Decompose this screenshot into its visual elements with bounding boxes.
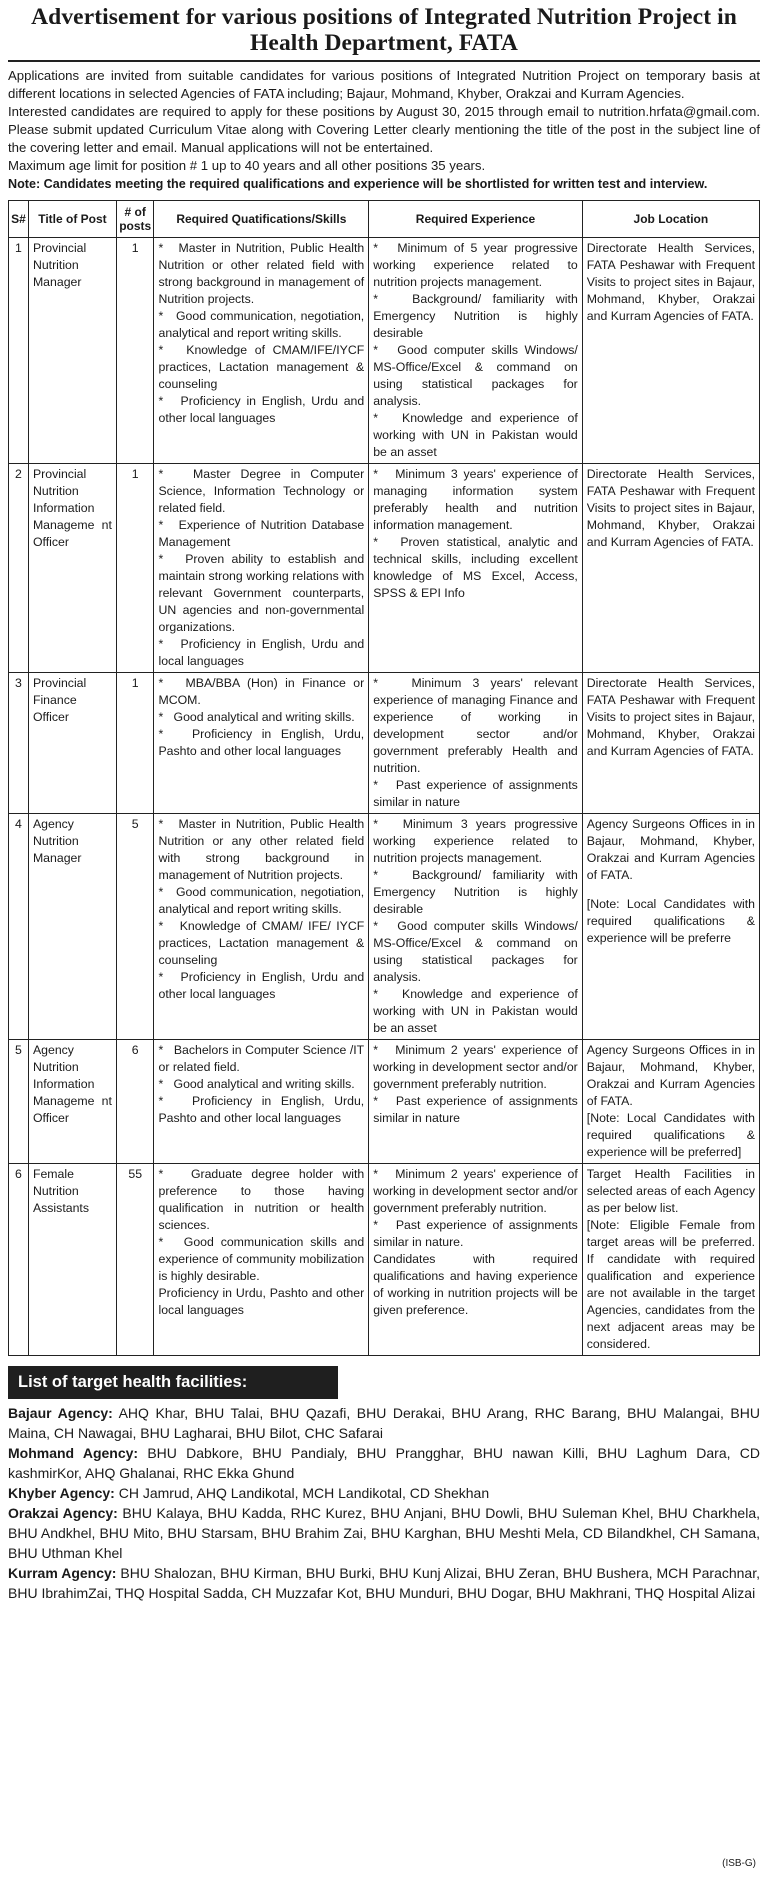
title-line-1: Advertisement for various positions of Integrated Nutrition Project in xyxy=(31,4,737,30)
qualification-item: * Proficiency in English, Urdu, Pashto and other local languages xyxy=(158,1093,364,1127)
agency-facilities: BHU Dabkore, BHU Pandialy, BHU Prangghar, BHU nawan Killi, BHU Laghum Dara, CD kashmirKor, AHQ Ghalanai, RHC Ekka Ghund xyxy=(8,1445,760,1481)
row-post-title: Agency Nutrition Manager xyxy=(28,814,116,1040)
agency-name: Kurram Agency: xyxy=(8,1565,117,1581)
row-qualifications xyxy=(154,464,369,673)
qualification-item: * MBA/BBA (Hon) in Finance or MCOM. xyxy=(158,675,364,709)
experience-item: * Past experience of assignments similar in nature xyxy=(373,1093,578,1127)
row-experience xyxy=(369,814,583,1040)
age-limit-text: Maximum age limit for position # 1 up to 40 years and all other positions 35 years. xyxy=(8,158,486,173)
list-item xyxy=(8,1483,760,1503)
advertisement-page xyxy=(8,0,761,1869)
intro-section xyxy=(8,67,760,193)
qualification-item: * Experience of Nutrition Database Management xyxy=(158,517,364,551)
table-row xyxy=(9,814,760,1040)
row-serial: 5 xyxy=(9,1040,29,1164)
agency-facilities: BHU Kalaya, BHU Kadda, RHC Kurez, BHU Anjani, BHU Dowli, BHU Suleman Khel, BHU Charkhela, BHU Andkhel, BHU Mito, BHU Starsam, BHU Brahim Zai, BHU Karghan, BHU Meshti Mela, CD Bilandkhel, CH Samana, BHU Uthman Khel xyxy=(8,1505,761,1561)
location-text: Target Health Facilities in selected areas of each Agency as per below list. xyxy=(586,1167,755,1215)
qualification-item: * Graduate degree holder with preference to those having qualification in nutrition or health sciences. xyxy=(158,1166,364,1234)
table-row xyxy=(9,464,760,673)
agency-name: Bajaur Agency: xyxy=(8,1405,113,1421)
row-serial: 6 xyxy=(9,1164,29,1356)
row-post-title: Agency Nutrition Information Manageme nt Officer xyxy=(28,1040,116,1164)
row-post-count: 1 xyxy=(116,238,154,464)
list-item xyxy=(8,1563,760,1603)
qualification-extra: Proficiency in Urdu, Pashto and other local languages xyxy=(158,1286,365,1317)
list-item xyxy=(8,1503,760,1563)
agency-facilities: CH Jamrud, AHQ Landikotal, MCH Landikotal, CD Shekhan xyxy=(114,1485,490,1501)
row-experience xyxy=(369,1164,583,1356)
experience-item: * Minimum 3 years' experience of managing information system preferably health and nutrition information management. xyxy=(373,466,578,534)
row-post-count: 6 xyxy=(116,1040,154,1164)
row-qualifications xyxy=(154,673,369,814)
row-location xyxy=(582,1164,759,1356)
facilities-list xyxy=(8,1403,760,1603)
row-post-count: 1 xyxy=(116,464,154,673)
intro-paragraph-1: Applications are invited from suitable candidates for various positions of Integrated Nutrition Project on temporary basis at different locations in selected Agencies of FATA including; Bajaur, Mohmand, Khyber, Orakzai and Kurram Agencies. xyxy=(8,68,760,101)
experience-item: * Knowledge and experience of working with UN in Pakistan would be an asset xyxy=(373,410,578,461)
agency-name: Khyber Agency: xyxy=(8,1485,115,1501)
positions-table xyxy=(8,200,760,1356)
qualification-item: * Proficiency in English, Urdu, Pashto and other local languages xyxy=(158,726,364,760)
qualification-item: * Master Degree in Computer Science, Information Technology or related field. xyxy=(158,466,364,517)
page-title xyxy=(8,4,760,56)
row-post-count: 5 xyxy=(116,814,154,1040)
row-post-title: Female Nutrition Assistants xyxy=(28,1164,116,1356)
qualification-item: * Good analytical and writing skills. xyxy=(158,1076,364,1093)
row-post-count: 1 xyxy=(116,673,154,814)
col-header-posts: # of posts xyxy=(116,201,154,238)
agency-name: Mohmand Agency: xyxy=(8,1445,139,1461)
qualification-item: * Master in Nutrition, Public Health Nutrition or other related field with strong background in management of Nutrition projects. xyxy=(158,240,364,308)
list-item xyxy=(8,1403,760,1443)
table-row xyxy=(9,238,760,464)
row-location xyxy=(582,814,759,1040)
qualification-item: * Proven ability to establish and maintain strong working relations with relevant Government counterparts, UN agencies and non-governmental organizations. xyxy=(158,551,364,636)
experience-item: * Good computer skills Windows/ MS-Office/Excel & command on using statistical packages for analysis. xyxy=(373,342,578,410)
col-header-title: Title of Post xyxy=(28,201,116,238)
experience-item: * Good computer skills Windows/ MS-Office/Excel & command on using statistical packages for analysis. xyxy=(373,918,578,986)
qualification-item: * Knowledge of CMAM/IFE/IYCF practices, Lactation management & counseling xyxy=(158,342,364,393)
row-serial: 3 xyxy=(9,673,29,814)
publication-code: (ISB-G) xyxy=(722,1858,756,1869)
experience-item: * Minimum 2 years' experience of working in development sector and/or government preferably nutrition. xyxy=(373,1042,578,1093)
experience-item: * Proven statistical, analytic and technical skills, including excellent knowledge of MS Excel, Access, SPSS & EPI Info xyxy=(373,534,578,602)
experience-item: * Minimum 3 years' relevant experience of managing Finance and experience of working in development sector and/or government preferably Health and nutrition. xyxy=(373,675,578,777)
title-divider xyxy=(8,60,760,62)
row-location xyxy=(582,1040,759,1164)
qualification-item: * Proficiency in English, Urdu and other local languages xyxy=(158,393,364,427)
row-experience xyxy=(369,673,583,814)
row-qualifications xyxy=(154,1040,369,1164)
row-post-count: 55 xyxy=(116,1164,154,1356)
list-item xyxy=(8,1443,760,1483)
col-header-location: Job Location xyxy=(582,201,759,238)
qualification-item: * Proficiency in English, Urdu and local languages xyxy=(158,636,364,670)
qualification-item: * Good communication, negotiation, analytical and report writing skills. xyxy=(158,884,364,918)
agency-facilities: AHQ Khar, BHU Talai, BHU Qazafi, BHU Derakai, BHU Arang, RHC Barang, BHU Malangai, BHU Maina, CH Nawagai, BHU Lagharai, BHU Bilot, CHC Safarai xyxy=(8,1405,760,1441)
row-serial: 2 xyxy=(9,464,29,673)
location-note: [Note: Local Candidates with required qualifications & experience will be preferred] xyxy=(586,1111,755,1159)
row-serial: 4 xyxy=(9,814,29,1040)
qualification-item: * Proficiency in English, Urdu and other local languages xyxy=(158,969,364,1003)
row-experience xyxy=(369,1040,583,1164)
table-header-row xyxy=(9,201,760,238)
experience-extra: Candidates with required qualifications and having experience of working in nutrition projects will be given preference. xyxy=(373,1252,578,1317)
experience-item: * Background/ familiarity with Emergency Nutrition is highly desirable xyxy=(373,867,578,918)
row-experience xyxy=(369,238,583,464)
qualification-item: * Master in Nutrition, Public Health Nutrition or any other related field with strong background in management of Nutrition projects. xyxy=(158,816,364,884)
location-text: Agency Surgeons Offices in in Bajaur, Mohmand, Khyber, Orakzai and Kurram Agencies of FATA. xyxy=(586,1043,755,1108)
agency-name: Orakzai Agency: xyxy=(8,1505,118,1521)
row-qualifications xyxy=(154,814,369,1040)
row-qualifications xyxy=(154,1164,369,1356)
location-note: [Note: Local Candidates with required qualifications & experience will be preferre xyxy=(586,897,755,945)
row-location: Directorate Health Services, FATA Peshawar with Frequent Visits to project sites in Bajaur, Mohmand, Khyber, Orakzai and Kurram Agencies of FATA. xyxy=(582,673,759,814)
row-experience xyxy=(369,464,583,673)
row-location: Directorate Health Services, FATA Peshawar with Frequent Visits to project sites in Bajaur, Mohmand, Khyber, Orakzai and Kurram Agencies of FATA. xyxy=(582,238,759,464)
col-header-qualifications: Required Quatifications/Skills xyxy=(154,201,369,238)
qualification-item: * Good communication, negotiation, analytical and report writing skills. xyxy=(158,308,364,342)
experience-item: * Minimum of 5 year progressive working experience related to nutrition projects management. xyxy=(373,240,578,291)
table-row xyxy=(9,1040,760,1164)
experience-item: * Past experience of assignments similar in nature. xyxy=(373,1217,578,1251)
experience-item: * Knowledge and experience of working with UN in Pakistan would be an asset xyxy=(373,986,578,1037)
qualification-item: * Knowledge of CMAM/ IFE/ IYCF practices, Lactation management & counseling xyxy=(158,918,364,969)
experience-item: * Minimum 2 years' experience of working in development sector and/or government preferably nutrition. xyxy=(373,1166,578,1217)
qualification-item: * Good analytical and writing skills. xyxy=(158,709,364,726)
col-header-experience: Required Experience xyxy=(369,201,583,238)
location-note: [Note: Eligible Female from target areas will be preferred. If candidate with required qualification and experience are not available in the target Agencies, candidates from the next adjacent areas may be considered. xyxy=(586,1218,755,1351)
experience-item: * Background/ familiarity with Emergency Nutrition is highly desirable xyxy=(373,291,578,342)
col-header-sn: S# xyxy=(9,201,29,238)
qualification-item: * Good communication skills and experience of community mobilization is highly desirable. xyxy=(158,1234,364,1285)
location-text: Agency Surgeons Offices in in Bajaur, Mohmand, Khyber, Orakzai and Kurram Agencies of FATA. xyxy=(586,817,755,882)
row-post-title: Provincial Nutrition Manager xyxy=(28,238,116,464)
row-location: Directorate Health Services, FATA Peshawar with Frequent Visits to project sites in Bajaur, Mohmand, Khyber, Orakzai and Kurram Agencies of FATA. xyxy=(582,464,759,673)
intro-paragraph-2: Interested candidates are required to apply for these positions by August 30, 2015 through email to nutrition.hrfata@gmail.com. Please submit updated Curriculum Vitae along with Covering Letter clearly mentioning the title of the post in the subject line of the covering letter and email. Manual applications will not be entertained. xyxy=(8,104,760,155)
row-serial: 1 xyxy=(9,238,29,464)
table-row xyxy=(9,1164,760,1356)
experience-item: * Past experience of assignments similar in nature xyxy=(373,777,578,811)
experience-item: * Minimum 3 years progressive working experience related to nutrition projects management. xyxy=(373,816,578,867)
title-line-2: Health Department, FATA xyxy=(250,30,518,56)
row-post-title: Provincial Finance Officer xyxy=(28,673,116,814)
facilities-heading: List of target health facilities: xyxy=(8,1366,338,1399)
agency-facilities: BHU Shalozan, BHU Kirman, BHU Burki, BHU Kunj Alizai, BHU Zeran, BHU Bushera, MCH Parachnar, BHU IbrahimZai, THQ Hospital Sadda, CH Muzzafar Kot, BHU Munduri, BHU Dogar, BHU Makhrani, THQ Hospital Alizai xyxy=(8,1565,760,1601)
qualification-item: * Bachelors in Computer Science /IT or related field. xyxy=(158,1042,364,1076)
row-qualifications xyxy=(154,238,369,464)
row-post-title: Provincial Nutrition Information Manageme nt Officer xyxy=(28,464,116,673)
table-row xyxy=(9,673,760,814)
shortlist-note: Note: Candidates meeting the required qualifications and experience will be shortlisted for written test and interview. xyxy=(8,177,708,191)
